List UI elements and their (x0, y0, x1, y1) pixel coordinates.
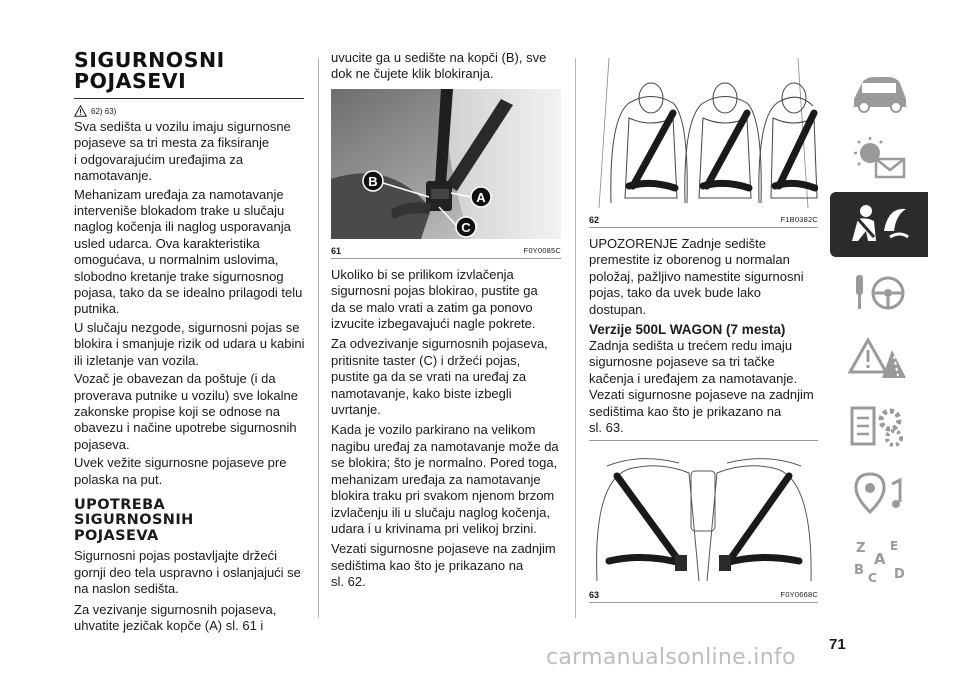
figure-rule (589, 602, 818, 603)
index-letter: Z (856, 540, 866, 556)
key-steering-icon (848, 269, 910, 315)
paragraph: Za odvezivanje sigurnosnih pojaseva, pritisnite taster (C) i držeći pojas, pustite ga da se vrati na uređaj za namotavanje, kako biste izbegli uvrtanje. (331, 336, 548, 418)
seat-belt-airbag-icon (848, 201, 910, 249)
figure-caption: 62 F1B0382C (589, 215, 818, 225)
paragraph: Sva sedišta u vozilu imaju sigurnosne pojaseve sa tri mesta za fiksiranje i odgovarajućim uređajima za namotavanje. (74, 119, 291, 184)
paragraph: Vezati sigurnosne pojaseve na zadnjim sedištima kao što je prikazano na sl. 62. (331, 541, 556, 590)
section-heading: SIGURNOSNI POJASEVI (74, 48, 225, 93)
paragraph: U slučaju nezgode, sigurnosni pojas se blokira i smanjuje rizik od udara u kabini ili izletanje van vozila. (74, 319, 305, 368)
chapter-tabs (830, 58, 930, 594)
tab-starting-driving[interactable] (830, 259, 928, 324)
figure-63 (589, 451, 818, 603)
index-letters-icon (848, 536, 910, 584)
service-gears-icon (848, 402, 910, 450)
watermark: carmanualsonline.info (546, 645, 796, 670)
column-right (589, 50, 818, 603)
figure-rule (331, 258, 561, 259)
tab-index[interactable] (830, 527, 928, 592)
tab-safety[interactable] (830, 192, 928, 257)
paragraph: Kada je vozilo parkirano na velikom nagibu uređaj za namotavanje može da se blokira; što je normalno. Pored toga, mehanizam uređaja za namotavanje blokira traku pri svakom njenom brzom izvlačenju ili u slučaju naglog kočenja, udara i u krivinama pri velikoj brzini. (331, 422, 559, 536)
index-letter: D (894, 566, 905, 582)
callout-c: C (461, 219, 471, 235)
car-dashboard-icon (848, 69, 910, 113)
paragraph: Zadnja sedišta u trećem redu imaju sigurnosne pojaseve sa tri tačke kačenja i uređajem za namotavanje. Vezati sigurnosne pojaseve na zadnjim sedištima kao što je prikazano na sl. 63. (589, 338, 814, 436)
lights-message-icon (848, 135, 910, 181)
figure-62 (589, 58, 818, 228)
paragraph: Vozač je obavezan da poštuje (i da proverava putnike u vozilu) sve lokalne zakonske propise koji se odnose na obavezu i načine upotrebe sigurnosnih pojaseva. (74, 371, 299, 452)
rear-seat-belts-image (589, 58, 818, 208)
warning-road-icon (848, 336, 910, 382)
index-letter: A (874, 549, 886, 568)
column-left (74, 50, 306, 638)
tab-lights-messages[interactable] (830, 125, 928, 190)
column-divider (575, 58, 576, 618)
seatbelt-buckle-image (331, 89, 561, 239)
figure-61 (331, 89, 561, 259)
subheading: Verzije 500L WAGON (7 mesta) (589, 322, 786, 338)
paragraph: Ukoliko bi se prilikom izvlačenja sigurnosni pojas blokirao, pustite ga da se malo vrati a zatim ga ponovo izvucite izbegavajući nagle pokrete. (331, 266, 538, 332)
paragraph: Sigurnosni pojas postavljajte držeći gornji deo tela uspravno i oslanjajući se na naslon sedišta. (74, 548, 301, 597)
subsection-heading: UPOTREBA SIGURNOSNIH POJASEVA (74, 496, 194, 544)
callout-a: A (476, 189, 486, 205)
column-middle (331, 50, 561, 595)
tab-dashboard[interactable] (830, 58, 928, 123)
index-letter: C (868, 570, 877, 584)
paragraph: Mehanizam uređaja za namotavanje interveniše blokadom trake u slučaju naglog kočenja ili naglog usporavanja usled udarca. Ova karakteristika omogućava, u normalnim uslovima, slobodno kretanje trake sigurnosnog pojasa, tako da se idealno prilagodi telu putnika. (74, 186, 303, 317)
figure-caption: 61 F0Y0085C (331, 245, 561, 256)
column-divider (318, 58, 319, 618)
figure-rule (589, 227, 818, 228)
section-rule (589, 440, 818, 441)
paragraph: UPOZORENJE Zadnje sedište premestite iz oborenog u normalan položaj, pažljivo namestite sigurnosni pojas, tako da uvek bude lako dostupan. (589, 236, 804, 317)
callout-b: B (368, 173, 378, 189)
warning-triangle-icon (74, 105, 87, 117)
tab-maintenance[interactable] (830, 393, 928, 458)
index-letter: B (854, 562, 864, 578)
third-row-seat-belts-image (589, 451, 818, 583)
paragraph: Za vezivanje sigurnosnih pojaseva, uhvatite jezičak kopče (A) sl. 61 i (74, 601, 277, 634)
tab-multimedia[interactable] (830, 460, 928, 525)
heading-rule (74, 98, 304, 99)
warning-refs: 62) 63) (74, 105, 306, 117)
paragraph: uvucite ga u sedište na kopči (B), sve dok ne čujete klik blokiranja. (331, 50, 547, 82)
figure-caption: 63 F0Y0668C (589, 590, 818, 601)
index-letter: E (890, 538, 899, 553)
tab-emergency[interactable] (830, 326, 928, 391)
paragraph: Uvek vežite sigurnosne pojaseve pre polaska na put. (74, 455, 287, 487)
page-number: 71 (829, 636, 846, 653)
navigation-audio-icon (848, 470, 910, 516)
